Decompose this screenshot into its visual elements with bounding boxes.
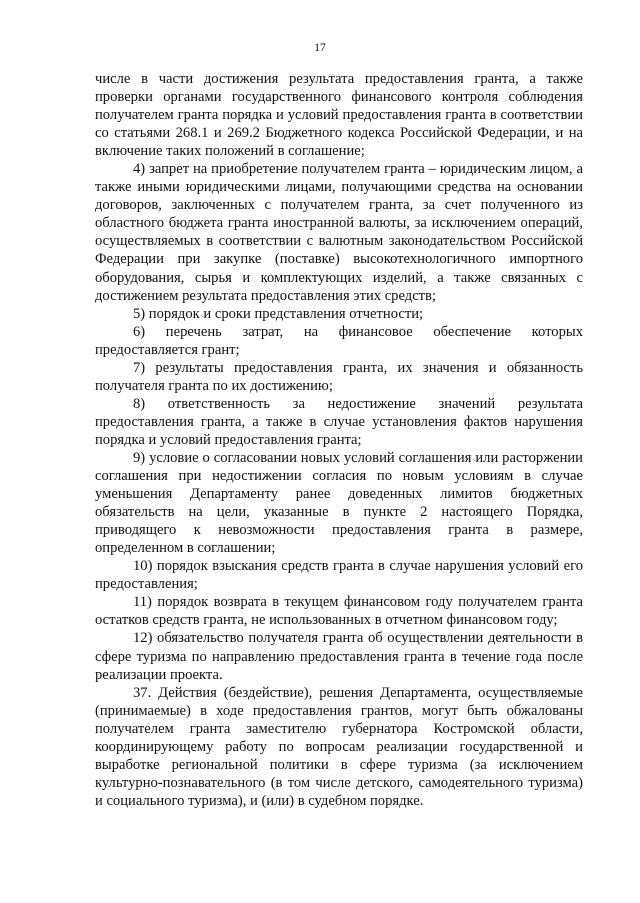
paragraph-section-37: 37. Действия (бездействие), решения Департамента, осуществляемые (принимаемые) в ходе предоставления грантов, могут быть обжалованы получателем гранта заместителю губернатора Костромской области, координирующему работу по вопросам реализации государственной и выработке региональной политики в сфере туризма (за исключением культурно-познавательного (в том числе детского, самодеятельного туризма) и социального туризма), и (или) в судебном порядке.	[95, 684, 583, 809]
paragraph-item-12: 12) обязательство получателя гранта об осуществлении деятельности в сфере туризма по направлению предоставления гранта в течение года после реализации проекта.	[95, 630, 583, 683]
paragraph-continuation: числе в части достижения результата предоставления гранта, а также проверки органами государственного финансового контроля соблюдения получателем гранта порядка и условий предоставления гранта в соответствии со статьями 268.1 и 269.2 Бюджетного кодекса Российской Федерации, и на включение таких положений в соглашение;	[95, 71, 583, 160]
paragraph-item-9: 9) условие о согласовании новых условий соглашения или расторжении соглашения при недостижении согласия по новым условиям в случае уменьшения Департаменту ранее доведенных лимитов бюджетных обязательств на цели, указанные в пункте 2 настоящего Порядка, приводящего к невозможности предоставления гранта в размере, определенном в соглашении;	[95, 449, 583, 557]
page-number: 17	[314, 42, 326, 54]
paragraph-item-10: 10) порядок взыскания средств гранта в случае нарушения условий его предоставления;	[95, 558, 583, 593]
paragraph-item-8: 8) ответственность за недостижение значений результата предоставления гранта, а также в случае установления фактов нарушения порядка и условий предоставления гранта;	[95, 395, 583, 448]
paragraph-item-11: 11) порядок возврата в текущем финансовом году получателем гранта остатков средств гранта, не использованных в отчетном финансовом году;	[95, 594, 583, 629]
paragraph-item-4: 4) запрет на приобретение получателем гранта – юридическим лицом, а также иными юридическими лицами, получающими средства на основании договоров, заключенных с получателем гранта, за счет полученного из областного бюджета гранта иностранной валюты, за исключением операций, осуществляемых в соответствии с валютным законодательством Российской Федерации при закупке (поставке) высокотехнологичного импортного оборудования, сырья и комплектующих изделий, а также связанных с достижением результата предоставления этих средств;	[95, 161, 583, 304]
document-body	[95, 70, 583, 810]
paragraph-item-5: 5) порядок и сроки представления отчетности;	[133, 305, 424, 322]
paragraph-item-6: 6) перечень затрат, на финансовое обеспечение которых предоставляется грант;	[95, 323, 583, 358]
paragraph-item-7: 7) результаты предоставления гранта, их значения и обязанность получателя гранта по их достижению;	[95, 359, 583, 394]
